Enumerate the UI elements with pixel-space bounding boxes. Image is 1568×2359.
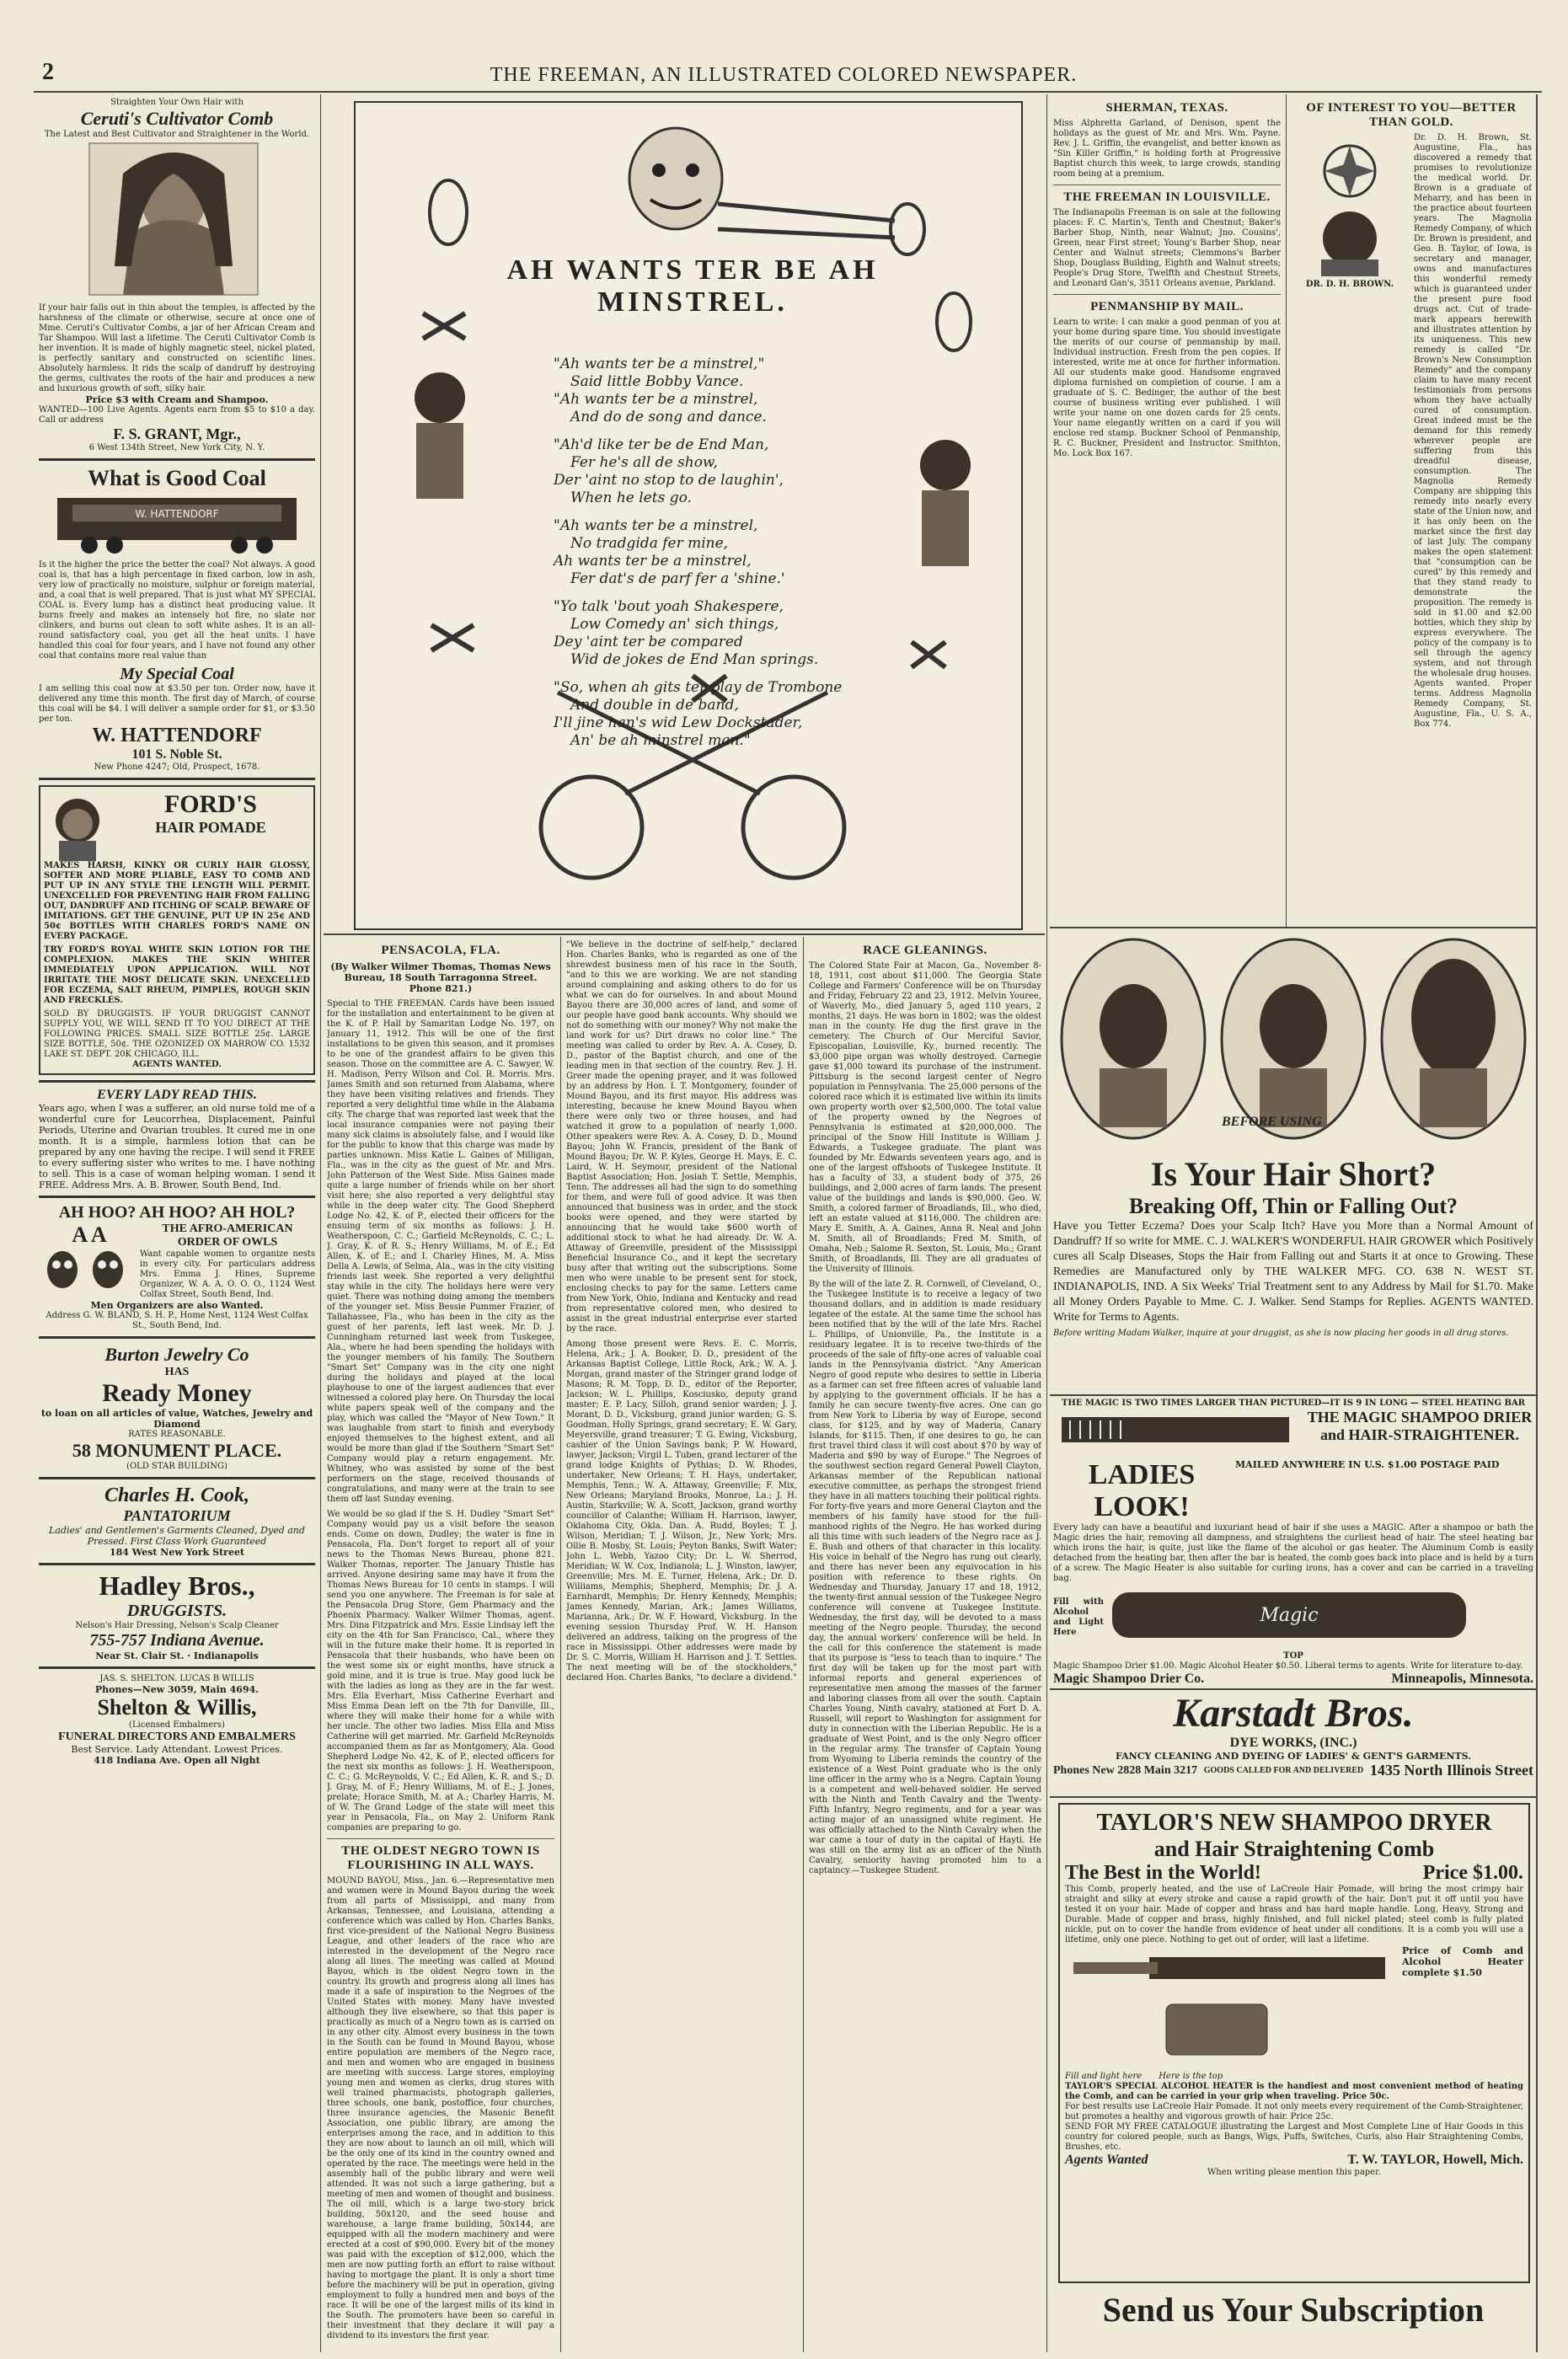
poem-stanza-break — [554, 588, 874, 598]
section-rule — [1050, 1796, 1537, 1798]
divider — [39, 1336, 315, 1339]
ceruti-sub: The Latest and Best Cultivator and Straightener in the World. — [44, 130, 310, 139]
magic-city: Minneapolis, Minnesota. — [1391, 1672, 1533, 1685]
child-portrait-illustration — [44, 790, 111, 861]
cook-shop: PANTATORIUM — [123, 1507, 231, 1524]
oldest-town-body2: "We believe in the doctrine of self-help," declared Hon. Charles Banks, who is regarded as one of the shrewdest business men of his race in the South, "and to this we are working. We are not standing around complaining and asking others to do for us what we can do for ourselves. In and about Mound Bayou there are 30,000 acres of land, and some of our people have good bank accounts. Why should we not do something with our money? Why not make the land work for us? Dirt draws no color line." The meeting was called to order by Rev. A. A. Cosey, D. D., pastor of the Baptist church, and one of the leading men in that section of the country. Rev. J. H. Greer made the opening prayer, and it was followed by an address by Hon. I. T. Montgomery, founder of Mound Bayou, and its first mayor. His address was interesting, because he knew Mound Bayou when there were only two or three houses, and had watched it grow to a population of nearly 1,000. Other speakers were Rev. A. A. Cosey, D. D., Mound Bayou; John W. Francis, president of the Bank of Mound Bayou; Dr. W. P. Kyles, George H. Mays, E. C. Laird, W. H. Seymour, president of the National Baptist Association; Hon. Josiah T. Settle, Memphis, Tenn. The addresses all had the sign to do something for them, and were full of good advice. It was then announced that business was in order, and the stock books were opened, and they were started by announcing that he would take $600 worth of additional stock to what he had already. Dr. W. A. Attaway of Greenville, president of the Mississippi Beneficial Insurance Co., and it kept the secretary busy after that writing out the subscriptions. Some men who were unable to be present sent for stock, enclosing checks to pay for the same. Letters came from New York, Ohio, Indiana and Kentucky and read from representative colored men, who desired to assist in the great industrial enterprise ever started by the race. — [566, 940, 797, 1334]
penmanship-headline: PENMANSHIP BY MAIL. — [1090, 300, 1244, 313]
shelton-ad — [39, 1674, 315, 1766]
ceruti-address: 6 West 134th Street, New York City, N. Y. — [88, 443, 265, 452]
poem-line: And double in de band, — [570, 697, 739, 714]
column-rule — [1046, 94, 1047, 2352]
hadley-trade: DRUGGISTS. — [126, 1602, 227, 1620]
subscription-banner: Send us Your Subscription — [1102, 2291, 1485, 2329]
taylor-pomade: For best results use LaCreole Hair Pomade. It not only meets every requirement of the Comb-Straightener, but promotes a healthy and vigorous growth of hair. Price 25c. — [1065, 2102, 1523, 2121]
ceruti-tagline: Straighten Your Own Hair with — [110, 98, 243, 107]
masthead — [34, 59, 1533, 93]
divider — [39, 458, 315, 461]
poem-line: No tradgida fer mine, — [570, 535, 729, 552]
fords-name: FORD'S — [163, 790, 257, 818]
cook-address: 184 West New York Street — [109, 1547, 245, 1558]
owls-address: Address G. W. BLAND, S. H. P., Home Nest, 1124 West Colfax St., South Bend, Ind. — [45, 1311, 308, 1330]
owl-icon — [39, 1248, 131, 1290]
poem-line: An' be ah minstrel man." — [570, 732, 751, 749]
walker-ad — [1053, 933, 1533, 1388]
minstrel-banner: AH WANTS TER BE AH MINSTREL. — [506, 254, 879, 318]
shelton-firm: Shelton & Willis, — [97, 1695, 257, 1720]
poem-line: Fer he's all de show, — [570, 454, 718, 471]
coal-body: Is it the higher the price the better the coal? Not always. A good coal is, that has a high percentage in fixed carbon, low in ash, very low of practically no moisture, sulphur or foreign material, and, a coal that is well prepared. That is just what MY SPECIAL COAL is. Every lump has a distinct heat producing value. It burns freely and makes an intensely hot fire, no slate nor clinkers, and burns out clean to soft white ashes. It is an all-round satisfactory coal, you get all the heat units. I have handled this coal for four years, and I have not found any other coal that contains more real value than — [39, 560, 315, 661]
pensacola-headline: PENSACOLA, FLA. — [381, 944, 500, 957]
coal-offer: I am selling this coal now at $3.50 per ton. Order now, have it delivered any time this month. The first day of March, of course this coal will be $4. I will deliver a sample order for $1, or $3.50 per ton. — [39, 684, 315, 724]
poem-line: And do de song and dance. — [570, 409, 767, 425]
cook-ad — [39, 1484, 315, 1558]
oldest-town-body: MOUND BAYOU, Miss., Jan. 6.—Representative men and women were in Mound Bayou during the week from all parts of Mississippi, and many from Arkansas, Tennessee, and Louisiana, attending a conference which was called by Hon. Charles Banks, first vice-president of the National Negro Business League, and other leaders of the race who are interested in the development of the Negro race along all lines. The meeting was called at Mound Bayou, which is the oldest Negro town in the country. Its growth and progress along all lines has made it a safe of inspiration to the Negroes of the United States with money. Many have invested although they live elsewhere, so that this paper is practically as much of a Negro town as is carried on in any other city. Almost every business in the town in the South can be found in Mound Bayou, whose entire population are members of the Negro race, and men and women who are engaged in business are meeting with success. Large stores, employing young men and women as clerks, drug stores with well trained pharmacists, photograph galleries, three schools, one bank, postoffice, four churches, three insurance agencies, the Masonic Benefit Association, one public library, are among the enterprises among the race, and in addition to this they are now about to launch an oil mill, which will be the only one of its kind in the country owned and operated by the race. The meetings were held in the assembly hall of the public library and were well attended. It was not such a large gathering, but a meeting of men and women of thought and business. The oil mill, which is a large two-story brick building, 50x120, and the seed house and warehouse, a large frame building, 50x144, are equipped with all the modern machinery and were erected at a cost of $90,000. Every bit of the money was paid with the exception of $12,000, which the men are now putting forth an effort to raise without having to mortgage the plant. It is only a short time before the machinery will be put in operation, giving employment to fully a hundred men and boys of the race. It will be one of the largest mills of its kind in the South. The promoters have been so careful in their investment that they declare it will pay a dividend to its investors the first year. — [327, 1876, 554, 2340]
poem-line: Said little Bobby Vance. — [570, 373, 744, 390]
poem-stanza-break — [554, 426, 874, 436]
taylor-fill-label: Fill and light here — [1065, 2072, 1143, 2081]
fords-sold: SOLD BY DRUGGISTS. IF YOUR DRUGGIST CANNOT SUPPLY YOU, WE WILL SEND IT TO YOU DIRECT AT THE FOLLOWING PRICES. SMALL SIZE BOTTLE 25¢. LARGE SIZE BOTTLE, 50¢. THE OZONIZED OX MARROW CO. 1532 LAKE ST. DEPT. 20K CHICAGO, ILL. — [44, 1009, 310, 1059]
page-number: 2 — [42, 59, 54, 85]
magic-ad — [1053, 1399, 1533, 1685]
column-rule — [560, 937, 561, 2352]
svg-text:Magic: Magic — [1260, 1605, 1319, 1626]
poem-line: "Ah wants ter be a minstrel, — [554, 517, 758, 534]
burton-ad — [39, 1344, 315, 1472]
shelton-phones: Phones—New 3059, Main 4694. — [94, 1684, 260, 1695]
column-rule — [803, 937, 804, 2352]
louisville-body: The Indianapolis Freeman is on sale at the following places: F. C. Martin's, Tenth and Chestnut; Baker's Barber Shop, Ninth, near Walnut; Jno. Cousins', Green, near First street; Young's Barber Shop, near Center and Walnut streets; Clemmons's Barber Shop, Douglass Building, Eighth and Walnut streets; People's Drug Store, Twelfth and Chestnut Streets, and Leonard Gan's, 3511 Orleans avenue, Parkland. — [1053, 208, 1281, 288]
owls-men: Men Organizers are also Wanted. — [90, 1300, 264, 1311]
walker-portraits — [1053, 933, 1533, 1144]
burton-body: to loan on all articles of value, Watches, Jewelry and Diamond — [40, 1408, 313, 1430]
magic-ladies: LADIES LOOK! — [1088, 1459, 1196, 1522]
divider — [1053, 294, 1281, 295]
coal-dealer: W. HATTENDORF — [92, 725, 262, 746]
taylor-ad — [1058, 1803, 1530, 2283]
illustration-bottom-rule — [324, 933, 1045, 935]
sherman-headline: SHERMAN, TEXAS. — [1105, 101, 1228, 115]
pensacola-body2: We would be so glad if the S. H. Dudley "Smart Set" Company would pay us a visit before the season ends. Come on down, Dudley; the water is fine in Pensacola, Fla. Don't forget to report all of your news to the Thomas News Bureau, phone 821. Walker Thomas, reporter. The January Thistle has arrived. Anyone desiring same may have it from the Thomas News Bureau for 10 cents in stamps. I will send you one anywhere. The Freeman is for sale at the Pensacola Drug Store, Gem Pharmacy and the Phoenix Pharmacy. Walker Wilmer Thomas, agent. Mrs. Dina Fitzpatrick and Mrs. Essie Lindsay left the city on the 4th for San Francisco, Cal., where they will in the future make their home. It is reported in Pensacola that their husbands, who have been on the west some six or eight months, have struck a gold mine, and it is true is true. May good luck be with the ladies as long as they are in the far west. Mrs. Ella Everhart, Miss Catherine Everhart and Miss Emma Dean left on the 7th for Danville, Ill., where they will make their home for a while with her uncle. The other two ladies. Miss Ella and Miss Catherine will get married. Mr. Garfield McReynolds accompanied them as far as Montgomery, Ala. Good Shepherd Lodge No. 42, K. of P., elected officers for the next six months as follows: J. H. Weatherspoon, C. C.; G. McReynolds, V. C.; Ed Allen, K. R. and S.; D. J. Gray, M. of F.; Henry Williams, M. of E.; J. Jones, prelate; Horace Smith, M. at A.; Charley Harris, M. of W. The Grand Lodge of the state will meet this year in Pensacola, Fla., on May 2. Uniform Rank companies are preparing to go. — [327, 1510, 554, 1832]
magic-top-label: TOP — [1283, 1651, 1303, 1661]
coal-headline: What is Good Coal — [88, 466, 266, 490]
cook-body: Ladies' and Gentlemen's Garments Cleaned, Dyed and Pressed. First Class Work Guaranteed — [49, 1525, 305, 1547]
ceruti-wanted: WANTED—100 Live Agents. Agents earn from $5 to $10 a day. Call or address — [39, 405, 315, 425]
karstadt-name: Karstadt Bros. — [1173, 1692, 1414, 1736]
hadley-address: 755-757 Indiana Avenue. — [89, 1631, 265, 1650]
magic-fill-label: Fill with Alcohol and Light Here — [1053, 1597, 1104, 1637]
page-edge-rule — [1536, 94, 1538, 2352]
poem-line: Der 'aint no stop to de laughin', — [554, 472, 784, 489]
poem-line: When he lets go. — [570, 489, 692, 506]
ceruti-price: Price $3 with Cream and Shampoo. — [85, 394, 269, 405]
karstadt-called: GOODS CALLED FOR AND DELIVERED — [1203, 1766, 1364, 1775]
race-gleanings-body: The Colored State Fair at Macon, Ga., November 8-18, 1911, cost about $11,000. The Georgia State College and Farmers' Conference will be on Thursday and Friday, February 22 and 23, 1912. Melvin Youree, of Waverly, Mo., died January 5, aged 110 years, 2 months, 21 days. He was born in 1802; was the oldest man in the county. He dug the first grave in the cemetery. The Church of Our Merciful Savior, Episcopalian, Louisville, Ky., burned recently. The $3,000 pipe organ was wholly destroyed. Carnegie gave $1,000 toward its purchase of the instrument. Pittsburg is the second largest center of Negro population in Pennsylvania. The 25,000 persons of the colored race which it is estimated live within its limits own property worth over $2,500,000. The total value of the property owned by the Negroes of Pennsylvania is estimated at $20,000,000. The principal of the Snow Hill Institute is William J. Edwards, a Tuskegee graduate. The plant was founded by Mr. Edwards seventeen years ago, and is one of the largest offshoots of Tuskegee Institute. It has a faculty of 33, a student body of 375, 26 buildings, and 2,000 acres of farm lands. The present value of the buildings and lands is $90,000. Geo. W. Smith, a colored farmer of Broadlands, Ill., who died, left an estate valued at $116,000. The children are: Mary E. Smith, A. A. Gaines, Anna R. Neal and John M. Smith, all of Broadlands; Fred M. Smith, of Omaha, Neb.; Salome R. Sexton, St. Louis, Mo.; Grant Smith, of Broadlands, Ill. They are all graduates of the University of Illinois. — [809, 961, 1041, 1274]
pensacola-article — [327, 940, 554, 2347]
owls-body: Want capable women to organize nests in every city. For particulars address Mrs. Emma J. Hines, Supreme Organizer, W. A. A. O. O. O., 1124 West Colfax Street, South Bend, Ind. — [140, 1249, 315, 1299]
taylor-price: Price $1.00. — [1422, 1862, 1523, 1884]
poem-line: "Yo talk 'bout yoah Shakespere, — [554, 598, 784, 615]
magnolia-flower-icon — [1291, 133, 1409, 276]
poem-line: Low Comedy an' sich things, — [570, 616, 779, 633]
shelton-names: JAS. S. SHELTON. LUCAS B WILLIS — [99, 1674, 254, 1683]
magic-price-line: Magic Shampoo Drier $1.00. Magic Alcohol Heater $0.50. Liberal terms to agents. Write for literature to-day. — [1053, 1661, 1523, 1671]
burton-ready: Ready Money — [102, 1379, 252, 1407]
divider — [39, 778, 315, 780]
fords-body: MAKES HARSH, KINKY OR CURLY HAIR GLOSSY, SOFTER AND MORE PLIABLE, EASY TO COMB AND PUT UP IN ANY STYLE THE LENGTH WILL PERMIT. UNEXCELLED FOR PREVENTING HAIR FROM FALLING OUT, DANDRUFF AND ITCHING OF SCALP. BEWARE OF IMITATIONS. GET THE GENUINE, PUT UP IN 25¢ AND 50¢ BOTTLES WITH CHARLES FORD'S NAME ON EVERY PACKAGE. — [44, 861, 310, 941]
section-rule — [1050, 1394, 1537, 1396]
walker-sub: Breaking Off, Thin or Falling Out? — [1128, 1194, 1458, 1218]
taylor-comb-price: Price of Comb and Alcohol Heater complete $1.50 — [1402, 1945, 1523, 1978]
fords-product: HAIR POMADE — [155, 819, 266, 836]
poem-line: "Ah wants ter be a minstrel," — [554, 356, 765, 372]
column-rule — [320, 94, 321, 2352]
karstadt-ad — [1053, 1692, 1533, 1791]
woman-portrait-illustration — [39, 140, 315, 300]
owls-cry: AH HOO? AH HOO? AH HOL? — [58, 1203, 296, 1222]
magic-brand: THE MAGIC SHAMPOO DRIER and HAIR-STRAIGHTENER. — [1307, 1409, 1533, 1443]
karstadt-sub: DYE WORKS, (INC.) — [1229, 1736, 1357, 1750]
divider — [39, 1477, 315, 1479]
every-lady-body: Years ago, when I was a sufferer, an old nurse told me of a wonderful cure for Leucorrhea, Displacement, Painful Periods, Uterine and Ovarian troubles. It cured me in one month. It is a simple, harmless lotion that can be prepared by any one having the recipe. I will send it FREE to every suffering sister who writes to me. I have nothing to sell. This is a case of woman helping woman. I send it FREE. Address Mrs. A. B. Brower, South Bend, Ind. — [39, 1103, 315, 1190]
rail-car-illustration — [39, 491, 315, 557]
brown-caption: DR. D. H. BROWN. — [1305, 280, 1394, 289]
taylor-body: This Comb, properly heated, and the use of LaCreole Hair Pomade, will bring the most crimpy hair straight and silky at every stroke and cause a rapid growth of the hair. Don't put it off until you have tested it on your hair. Made of copper and brass and has hard maple handle. Long, Heavy, Strong and Durable. Made of copper and brass, highly finished, and full nickel plated; steel comb is fully plated nickle, put on to cover the handle from evidence of heat under all conditions. It is a comb you will use a lifetime, only one piece. Nothing to get out of order, will last a lifetime. — [1065, 1885, 1523, 1944]
section-rule — [1050, 1688, 1537, 1690]
poem-stanza-break — [554, 669, 874, 679]
taylor-mention: When writing please mention this paper. — [1207, 2168, 1381, 2177]
taylor-catalogue: SEND FOR MY FREE CATALOGUE illustrating the Largest and Most Complete Line of Hair Goods in this country for colored people, such as Bangs, Wigs, Puffs, Switches, Curls, also Hair Straightening Combs, Brushes, etc. — [1065, 2122, 1523, 2152]
taylor-sub: and Hair Straightening Comb — [1153, 1837, 1435, 1861]
poem-line: Fer dat's de parf fer a 'shine.' — [570, 570, 785, 587]
mound-bayou-continuation — [566, 940, 797, 2347]
poem-line: "So, when ah gits ter play de Trombone — [554, 679, 843, 696]
burton-bldg: (OLD STAR BUILDING) — [126, 1462, 227, 1471]
right-section-rule — [1050, 927, 1537, 928]
before-using-label: BEFORE USING — [1222, 1115, 1322, 1129]
pensacola-body: Special to THE FREEMAN. Cards have been issued for the installation and entertainment to be given at the K. of P. Hall by Samaritan Lodge No. 197, on January 11, 1912. This will be one of the first installations to be given this season, and it promises to be one of the grandest affairs to be given this season. Those on the committee are A. C. Sawyer, W. H. Madison, Perry Wilson and Col. R. Morris. Mrs. James Smith and son returned from Alabama, where they have been visiting relatives and friends. They reported a very delightful time while in the Alabama city. The charge that was reported last week that the local insurance companies were not paying their many sick claims is absolutely false, and I would like for the public to know that this charge was made by parties unknown. Miss Katie L. Gaines of Milligan, Fla., was in the city as the guest of Mr. and Mrs. John Patterson of the West Side. Miss Gaines made quite a large number of friends while on her short visit here; she also reported a very delightful stay while in the deep water city. The Good Shepherd Lodge No. 42, K. of P., elected their officers for the ensuing term of six months as follows: J. H. Weatherspoon, C. C.; Garfield McReynolds, C. C.; L. J. Gray, K. of R. S.; Henry Williams, M. of E.; Ed Allen, K. of E.; and I. Charley Hines, M. A. Miss Della A. Lewis, of Selma, Ala., was in the city visiting friends last week. She reported a very delightful stay while in the city. The holidays here were very quiet. There was nothing doing among the members of the younger set. Miss Bessie Pummer Frazier, of Tallahassee, Fla., who has been in the city as the guest of her parents, left last week. Mr. D. J. Cunningham returned last week from Tuskegee, Ala., where he had been spending the holidays with the younger members of his family. The Southern "Smart Set" Company was in the city one night during the holidays and played at the local playhouse to one of the largest audiences that ever witnessed a colored play here. On Thursday the local white papers speak well of the company and the play, which was called the "Mayor of New Town." It was laughable from start to finish and everybody enjoyed themselves to the highest extent, and all would be more than glad if the Southern "Smart Set" Company would play a return engagement. Mr. Whitney, who was assisted by some of the best performers on the stage, received thousands of congratulations, and many were at the train to see them off last Sunday evening. — [327, 999, 554, 1504]
magic-mailed: MAILED ANYWHERE IN U.S. $1.00 POSTAGE PAID — [1235, 1459, 1500, 1470]
magic-banner: THE MAGIC IS TWO TIMES LARGER THAN PICTURED—IT IS 9 IN LONG — STEEL HEATING BAR — [1061, 1399, 1526, 1408]
column-rule — [1286, 94, 1287, 927]
coal-ad — [39, 466, 315, 773]
coal-phone: New Phone 4247; Old, Prospect, 1678. — [94, 762, 260, 772]
left-ad-column — [39, 98, 315, 2347]
burton-rates: RATES REASONABLE. — [128, 1430, 226, 1439]
shelton-service: Best Service. Lady Attendant. Lowest Prices. — [71, 1744, 283, 1755]
fords-agents: AGENTS WANTED. — [132, 1060, 222, 1069]
taylor-comb-heater-illustration — [1065, 1945, 1402, 2072]
burton-address: 58 MONUMENT PLACE. — [72, 1440, 282, 1461]
ceruti-body: If your hair falls out in thin about the temples, is affected by the harshness of the climate or otherwise, secure at once one of Mme. Ceruti's Cultivator Combs, a jar of her African Cream and Tar Shampoo. Will last a lifetime. The Ceruti Cultivator Comb is her invention. It is made of highly magnetic steel, nickel plated, is perfectly sanitary and constructed on scientific lines. Absolutely harmless. It rids the scalp of dandruff by destroying the germs, cultivates the roots of the hair and produces a new and luxurious growth of soft, silky hair. — [39, 303, 315, 393]
shelton-address: 418 Indiana Ave. Open all Night — [94, 1755, 260, 1766]
walker-body: Have you Tetter Eczema? Does your Scalp Itch? Have you More than a Normal Amount of Dandruff? If so write for MME. C. J. WALKER'S WONDERFUL HAIR GROWER which Positively cures all Scalp Diseases, Stops the Hair from Falling out and Starts it at once to Growing. These Remedies are Manufactured only by THE WALKER MFG. CO. 638 N. WEST ST. INDIANAPOLIS, IND. A Six Weeks' Trial Treatment sent to any Address by Mail for $1.70. Make all Money Orders Payable to Mme. C. J. Walker. Send Stamps for Replies. AGENTS WANTED. Write for Terms to Agents. — [1053, 1220, 1533, 1324]
minstrel-poem — [554, 356, 874, 750]
taylor-top-label: Here is the top — [1159, 2072, 1223, 2081]
masthead-rule — [34, 91, 1542, 93]
hadley-ad — [39, 1570, 315, 1661]
magic-company: Magic Shampoo Drier Co. — [1053, 1672, 1205, 1685]
right-news-column — [1053, 98, 1281, 923]
karstadt-phones: Phones New 2828 Main 3217 — [1053, 1763, 1198, 1777]
poem-line: Dey 'aint ter be compared — [554, 634, 743, 650]
walker-headline: Is Your Hair Short? — [1150, 1155, 1437, 1193]
poem-line: "Ah'd like ter be de End Man, — [554, 436, 769, 453]
karstadt-services: FANCY CLEANING AND DYEING OF LADIES' & GENT'S GARMENTS. — [1115, 1751, 1472, 1762]
fords-ad — [39, 785, 315, 1075]
owls-ad — [39, 1203, 315, 1331]
burton-has: HAS — [164, 1366, 190, 1378]
hadley-near: Near St. Clair St. · Indianapolis — [95, 1650, 259, 1661]
walker-footer: Before writing Madam Walker, inquire at your druggist, as she is now placing her goods in all drug stores. — [1053, 1329, 1509, 1338]
brown-headline: OF INTEREST TO YOU—BETTER THAN GOLD. — [1306, 101, 1517, 129]
taylor-agents: Agents Wanted — [1065, 2153, 1148, 2167]
fords-royal-white: TRY FORD'S ROYAL WHITE SKIN LOTION FOR THE COMPLEXION. MAKES THE SKIN WHITER IMMEDIATELY UPON APPLICATION. WILL NOT IRRITATE THE MOST DELICATE SKIN. UNEXCELLED FOR ECZEMA, SALT RHEUM, PIMPLES, ROUGH SKIN AND FRECKLES. — [44, 945, 310, 1005]
poem-line: Ah wants ter be a minstrel, — [554, 553, 752, 570]
svg-text:W. HATTENDORF: W. HATTENDORF — [135, 508, 219, 520]
every-lady-ad — [39, 1088, 315, 1190]
karstadt-address: 1435 North Illinois Street — [1369, 1762, 1533, 1779]
poem-line: "Ah wants ter be a minstrel, — [554, 391, 758, 408]
taylor-special: TAYLOR'S SPECIAL ALCOHOL HEATER is the handiest and most convenient method of heating the Comb, and can be carried in your grip when traveling. Price 50c. — [1065, 2082, 1523, 2101]
divider — [39, 1563, 315, 1565]
coal-dealer-address: 101 S. Noble St. — [131, 747, 222, 762]
magic-body: Every lady can have a beautiful and luxuriant head of hair if she uses a MAGIC. After a shampoo or bath the Magic dries the hair, removing all dampness, and straightens the curliest head of hair. The steel heating bar which irons the hair, is quite, just like the flame of the alcohol or gas heater. The Aluminum Comb is easily detached from the heating bar, then after the bar is heated, the comb goes back into place and is held by a turn of a screw. The Magic Heater is also suitable for curling irons, has a cover and can be carried in a traveling bag. — [1053, 1523, 1533, 1583]
penmanship-body: Learn to write: I can make a good penman of you at your home during spare time. You should investigate the merits of our course of penmanship by mail. Individual instruction. Fresh from the pen copies. If interested, write me at once for further information. All our students make good. Handsome engraved diploma furnished on completion of course. I am a graduate of S. C. Bedinger, the author of the best course of business writing ever published. I will write your name on one dozen cards for 25 cents. Your name elegantly written on a card if you will enclose red stamp. Buckner School of Penmanship, R. C. Buckner, President and Instructor. Smithton, Mo. Lock Box 167. — [1053, 318, 1281, 458]
oldest-town-body3: Among those present were Revs. E. C. Morris, Helena, Ark.; J. A. Booker, D. D., president of the Arkansas Baptist College, Little Rock, Ark.; W. A. J. Morgan, grand master of the Stringer grand lodge of Masons; R. M. Topp, D. D., editor of the Reporter, Jackson; W. L. Phillips, Kosciusko, deputy grand master; E. P. Lacy, Silloh, grand senior warden; J. J. Morant, D. D., Vicksburg, grand junior warden; G. S. Goodman, Holly Springs, grand secretary; E. W. Gary, Meyersville, grand treasurer; T. G. Ewing, Vicksburg, cashier of the Union Savings bank; P. W. Howard, lawyer, Jackson; Virgil L. Tuben, grand lecturer of the grand lodge Knights of Pythias; D. W. Rhodes, undertaker, New Orleans; T. H. Hays, undertaker, Memphis, Tenn.; W. A. Attaway, Greenville; F. Mix, New Orleans; Maryland Brooks, Monroe, La.; J. H. Austin, Starkville; W. A. Scott, Jackson, grand worthy councillor of Calanthe; William H. Harrison, lawyer, Oklahoma City, Okla. Dan. A. Rudd, Boyles; T. J. Wilson, Meridian; T. J. Wilson, Jr., New York; Mrs. Ollie B. Mosby, St. Louis; Peyton Banks, Swift Water; John L. Webb, Yazoo City; Dr. L. W. Sherrod, Meridian; W. W. Cox, Indianola; L. J. Winston, lawyer, Greenville; Mrs. M. E. Turner, Helena, Ark.; Dr. D. Williams, Memphis; Shepherd, Memphis; Dr. J. A. Earnhardt, Memphis; Dr. Henry Kennedy, Memphis; James Kennedy, Marian, Ark.; James Williams, Marianna, Ark.; Dr. W. F. Howard, Vicksburg. In the evening session Thursday Prof. W. H. Hanson delivered an address, talking on the progress of the race in Mississippi. Other addresses were made by Dr. S. C. Morris, William H. Harrison and J. T. Settles. The next meeting will be of the stockholders," declared Hon. Charles Banks, "to declare a dividend." — [566, 1340, 797, 1682]
hadley-name: Hadley Bros., — [99, 1570, 255, 1601]
race-gleanings-headline: RACE GLEANINGS. — [863, 944, 987, 957]
shelton-trade: FUNERAL DIRECTORS AND EMBALMERS — [58, 1730, 296, 1743]
brown-body: Dr. D. H. Brown, St. Augustine, Fla., has discovered a remedy that promises to revolutionize the medical world. Dr. Brown is a graduate of Meharry, and has been in the practice about fourteen years. The Magnolia Remedy Company, of which Dr. Brown is president, and Geo. B. Taylor, of Iowa, is secretary and manager, owns and manufactures this wonderful remedy which is guaranteed under the present pure food drugs act. Cut of trade-mark appears herewith and illustrates attention by its uniqueness. This new remedy is called "Dr. Brown's New Consumption Remedy" and the company claim to have many recent testimonials from persons whom they have actually cured of consumption. Great indeed must be the demand for this remedy wherever people are suffering from this dreadful disease, consumption. The Magnolia Remedy Company are shipping this remedy into nearly every state of the Union now, and it has only been on the market since the first day of last July. The company makes the open statement that "consumption can be cured" by this remedy and that they stand ready to demonstrate the proposition. The remedy is sold in $1.00 and $2.00 bottles, which they ship by express everywhere. The policy of the company is to sell through the agency system, and not through the wholesale drug houses. Agents wanted. Proper terms. Address Magnolia Remedy Company, St. Augustine, Fla., U. S. A., Box 774. — [1414, 133, 1532, 729]
taylor-address: T. W. TAYLOR, Howell, Mich. — [1347, 2153, 1523, 2167]
divider — [39, 1196, 315, 1198]
louisville-headline: THE FREEMAN IN LOUISVILLE. — [1063, 190, 1271, 204]
taylor-headline: TAYLOR'S NEW SHAMPOO DRYER — [1096, 1810, 1492, 1836]
ceruti-ad — [39, 98, 315, 453]
taylor-best: The Best in the World! — [1065, 1862, 1261, 1884]
owls-letters: A A — [72, 1222, 107, 1247]
race-gleanings-article — [809, 940, 1041, 2347]
every-lady-headline: EVERY LADY READ THIS. — [97, 1088, 257, 1102]
poem-stanza-break — [554, 507, 874, 517]
owls-order: THE AFRO-AMERICAN ORDER OF OWLS — [162, 1222, 293, 1249]
divider — [39, 1080, 315, 1083]
magic-comb-illustration — [1053, 1409, 1306, 1459]
cook-name: Charles H. Cook, — [104, 1484, 250, 1506]
pensacola-byline: (By Walker Wilmer Thomas, Thomas News Bureau, 18 South Tarragonna Street. Phone 821.) — [330, 961, 551, 994]
poem-line: I'll jine han's wid Lew Dockstader, — [554, 714, 803, 731]
hadley-sub: Nelson's Hair Dressing, Nelson's Scalp Cleaner — [75, 1621, 279, 1630]
ceruti-name: Ceruti's Cultivator Comb — [80, 108, 274, 129]
shelton-licensed: (Licensed Embalmers) — [129, 1720, 225, 1730]
ceruti-contact: F. S. GRANT, Mgr., — [113, 425, 241, 442]
sherman-body: Miss Alphretta Garland, of Denison, spent the holidays as the guest of Mr. and Mrs. Wm. Payne. Rev. J. L. Griffin, the evangelist, and better known as "Sin Killer Griffin," is holding forth at Progressive Baptist church this week, to large crowds, standing room being at a premium. — [1053, 119, 1281, 179]
minstrel-illustration — [354, 101, 1023, 930]
divider — [39, 1666, 315, 1669]
poem-line: Wid de jokes de End Man springs. — [570, 651, 819, 668]
newspaper-title: THE FREEMAN, AN ILLUSTRATED COLORED NEWSPAPER. — [490, 64, 1078, 86]
coal-special: My Special Coal — [120, 665, 234, 683]
race-gleanings-body2: By the will of the late Z. R. Cornwell, of Cleveland, O., the Tuskegee Institute is to receive a legacy of two thousand dollars, and in addition is made residuary legatee of the estate. At the same time the school has been notified that by the will of the late Mrs. Rachel L. Phillips, of Unionville, Pa., the Institute is a residuary legatee. It is to receive two-thirds of the proceeds of the sale of fifty-one acres of valuable coal lands in the Pennsylvania district. "Any American Negro of good repute who desires to settle in Liberia as a farmer can set free fifteen acres of valuable land by applying to the government officials. If he has a family he can secure twenty-five acres. One can go from New York to Liberia by way of Europe, second class, for $125, and by way of Maderia, Canary Islands, for $115. Then, if one desires to go, he can first travel third class it will cost about $70 by way of Maderia and $90 by way of Europe." The Negroes of the southwest section regard General Powell Clayton, Arkansas member of the Republican national executive committee, as perhaps the strongest friend they have in all matters touching their political rights. For forty-five years and more General Clayton and the members of his family have stood for the full-manhood rights of the Negro. He has worked during all this time with such leaders of the Negro race as J. E. Bush and others of that character in this locality. His voice in behalf of the Negro has rung out clearly, and there has never been any equivocation in his position with reference to these rights. On Wednesday and Thursday, January 17 and 18, 1912, the twenty-first annual session of the Tuskegee Negro conference will convene at Tuskegee Institute. Wednesday, the first day, will be devoted to a mass meeting of the Negro people. Thursday, the second day, the annual workers' conference will be held. In the call for this conference the statement is made that its purpose is "less to teach than to inquire." The first day will be taken up for the most part with informal reports and general experiences of representative men among the masses of the farmer and laboring classes from all over the south. Captain Charles Young, Ninth cavalry, stationed at Fort D. A. Russell, will report to Washington for assignment for duty in connection with the Liberian Republic. He is a graduate of West Point, and is the only Negro officer in the regular army. The transfer of Captain Young from Wyoming to Liberia reminds the country of the existence of a West Point graduate who is the only line officer in the army who is a Negro. Captain Young is a competent and well-behaved soldier. He served with the Ninth and Tenth Cavalry and the Twenty-Fifth Infantry, Negro regiments, and for a year was acting major of an unassigned white regiment. He was officially attached to the Ninth Cavalry when the war came a tour of duty in the capital of Hayti. He was still on the army list as an officer of the Ninth Cavalry, seniority having promoted him to a captaincy.—Tuskegee Student. — [809, 1280, 1041, 1875]
divider — [327, 1838, 554, 1839]
brown-remedy-article — [1291, 98, 1532, 923]
oldest-town-headline: THE OLDEST NEGRO TOWN IS FLOURISHING IN ALL WAYS. — [341, 1844, 540, 1872]
burton-name: Burton Jewelry Co — [104, 1344, 249, 1365]
magic-heater-illustration — [1104, 1584, 1474, 1651]
